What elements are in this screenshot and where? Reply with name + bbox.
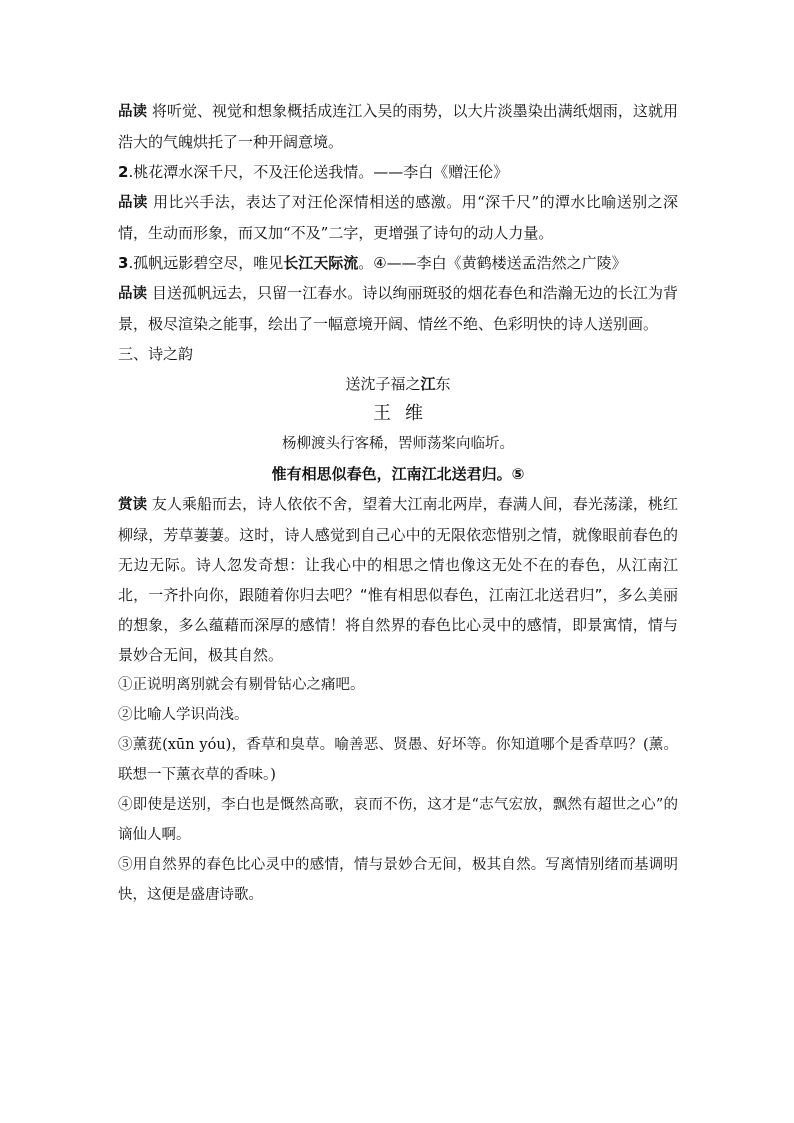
poem-quote-3: [118, 248, 678, 278]
item-number: 2: [118, 163, 129, 181]
footnote-4: ④即使是送别，李白也是慨然高歌，哀而不伤，这才是“志气宏放，飘然有超世之心”的谪仙人啊。: [118, 797, 678, 843]
quote-emphasis: 长江天际流: [283, 254, 359, 272]
quote-source: 。④——李白《黄鹤楼送孟浩然之广陵》: [358, 254, 627, 272]
poem-title-part: 送沈子福之: [345, 375, 421, 393]
quote-line: .孤帆远影碧空尽，唯见: [128, 254, 284, 272]
poem-line-part: 惟有相思似春色，: [271, 465, 392, 483]
poem-line-emphasis: 江南江北送君归: [391, 465, 497, 483]
label-pindu: 品读: [118, 286, 148, 302]
footnote-5: ⑤用自然界的春色比心灵中的感情，情与景妙合无间，极其自然。写离情别绪而基调明快，这便是盛唐诗歌。: [118, 857, 678, 903]
poem-line-2: [118, 459, 678, 489]
footnote-2: ②比喻人学识尚浅。: [118, 707, 249, 723]
label-pindu: 品读: [118, 195, 148, 211]
poem-title-emphasis: 江: [420, 375, 436, 393]
label-shangdu: 赏读: [118, 497, 148, 513]
poem-title-part: 东: [435, 375, 451, 393]
appreciation-text: 目送孤帆远去，只留一江春水。诗以绚丽斑驳的烟花春色和浩瀚无边的长江为背景，极尽渲染之能事，绘出了一幅意境开阔、情丝不绝、色彩明快的诗人送别画。: [118, 284, 679, 333]
item-number: 3: [118, 254, 129, 272]
poem-line-part: 。⑤: [496, 465, 525, 483]
footnote-3: ③薰莸(xūn yóu)，香草和臭草。喻善恶、贤愚、好坏等。你知道哪个是香草吗？(薰。联想一下薰衣草的香味。): [118, 737, 678, 783]
document-page: [118, 96, 678, 910]
appreciation-block-poem: [118, 489, 678, 670]
poem-title: [118, 369, 678, 399]
appreciation-text: 将听觉、视觉和想象概括成连江入吴的雨势，以大片淡墨染出满纸烟雨，这就用浩大的气魄烘托了一种开阔意境。: [118, 102, 679, 151]
section-title: 三、诗之韵: [118, 345, 194, 363]
appreciation-text: 用比兴手法，表达了对汪伦深情相送的感激。用“深千尺”的潭水比喻送别之深情，生动而形象，而又加“不及”二字，更增强了诗句的动人力量。: [118, 193, 678, 242]
quote-source: ——李白《赠汪伦》: [373, 163, 509, 181]
poem-line-1: 杨柳渡头行客稀，罟师荡桨向临圻。: [282, 436, 514, 452]
appreciation-block-3: [118, 278, 678, 339]
poem-author: 王维: [373, 403, 437, 424]
appreciation-block-1: [118, 96, 678, 157]
footnote-1: ①正说明离别就会有剔骨钻心之痛吧。: [118, 677, 365, 693]
appreciation-block-2: [118, 187, 678, 248]
label-pindu: 品读: [118, 104, 148, 120]
quote-line: .桃花潭水深千尺，不及汪伦送我情。: [128, 163, 374, 181]
poem-quote-2: [118, 157, 678, 187]
appreciation-text: 友人乘船而去，诗人依依不舍，望着大江南北两岸，春满人间，春光荡漾，桃红柳绿，芳草萋萋。这时，诗人感觉到自己心中的无限依恋惜别之情，就像眼前春色的无边无际。诗人忽发奇想：让我心中的相思之情也像这无处不在的春色，从江南江北，一齐扑向你，跟随着你归去吧？“惟有相思似春色，江南江北送君归”，多么美丽的想象，多么蕴藉而深厚的感情！将自然界的春色比心灵中的感情，即景寓情，情与景妙合无间，极其自然。: [118, 495, 679, 664]
